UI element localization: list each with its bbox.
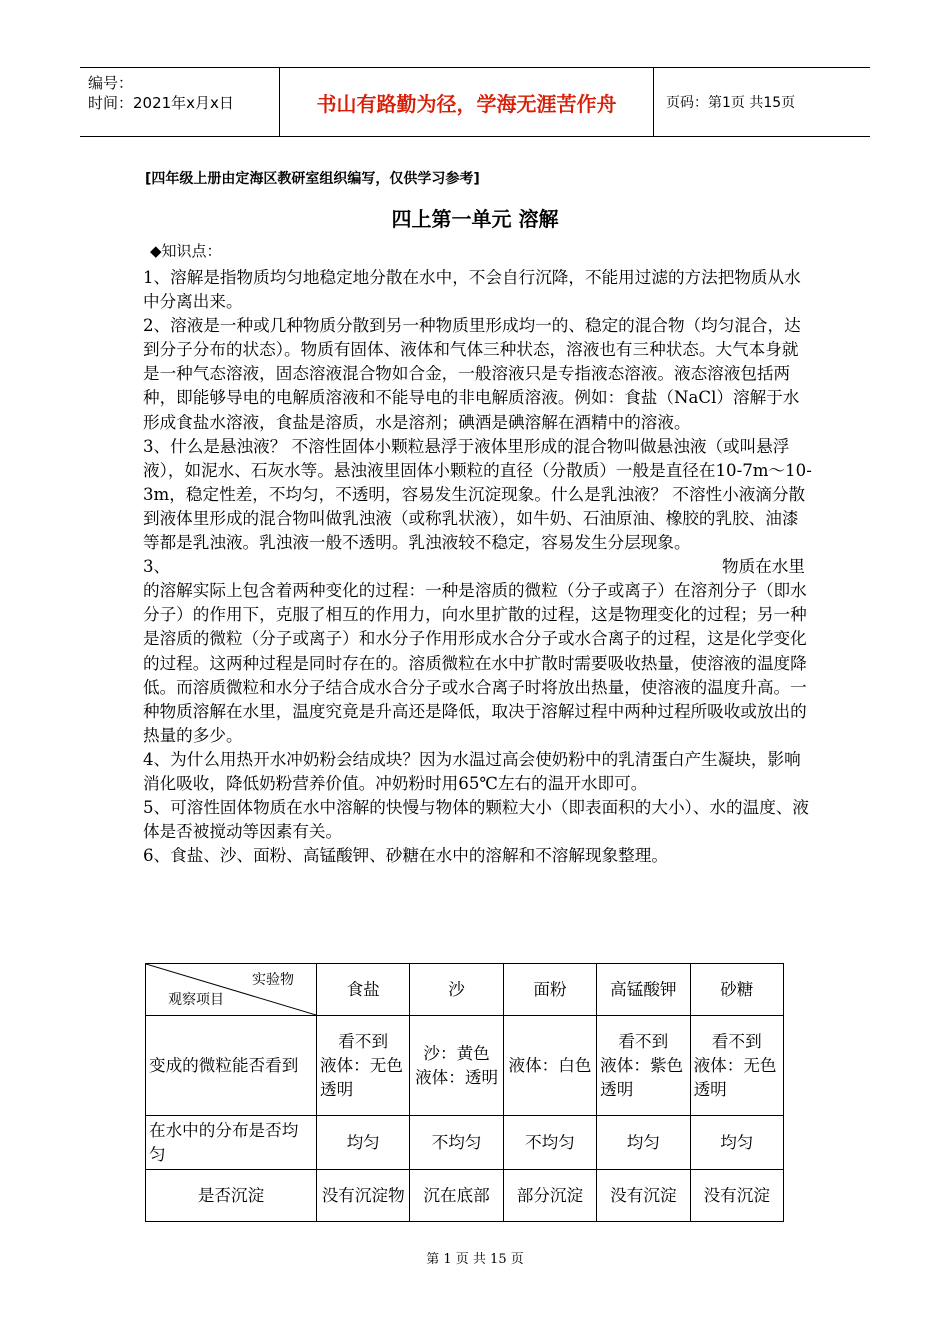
table-header-cell: 食盐 [317, 964, 410, 1016]
table-cell: 没有沉淀 [690, 1170, 783, 1222]
table-row [146, 1116, 784, 1170]
header-meta [80, 68, 280, 136]
row-label: 变成的微粒能否看到 [146, 1016, 317, 1116]
header-time: 时间：2021年x月x日 [88, 94, 234, 112]
corner-top-label: 实验物 [252, 972, 294, 988]
table-header-row [146, 964, 784, 1016]
header-motto: 书山有路勤为径，学海无涯苦作舟 [280, 68, 654, 136]
row-label: 是否沉淀 [146, 1170, 317, 1222]
paragraph-5: 5、可溶性固体物质在水中溶解的快慢与物体的颗粒大小（即表面积的大小）、水的温度、液体是否被搅动等因素有关。 [143, 798, 810, 842]
table-cell: 不均匀 [410, 1116, 503, 1170]
table-cell: 均匀 [690, 1116, 783, 1170]
cell-line: 沙：黄色 [423, 1043, 490, 1063]
row-label: 在水中的分布是否均匀 [146, 1116, 317, 1170]
cell-line: 看不到 [618, 1031, 669, 1051]
table-cell: 没有沉淀物 [317, 1170, 410, 1222]
cell-line: 液体：无色 [320, 1055, 403, 1075]
table-header-cell: 面粉 [503, 964, 596, 1016]
knowledge-label: ◆知识点： [150, 242, 222, 260]
table-cell: 沉在底部 [410, 1170, 503, 1222]
cell-line: 液体：无色 [693, 1055, 777, 1075]
table-cell [690, 1016, 783, 1116]
cell-line: 透明 [600, 1079, 634, 1099]
table-header-cell: 沙 [410, 964, 503, 1016]
header-page-info: 页码：第1页 共15页 [666, 95, 796, 111]
cell-line: 液体：紫色 [600, 1055, 684, 1075]
paragraph-3b-lead: 物质在水里 [722, 557, 805, 577]
paragraph-3: 3、什么是悬浊液？ 不溶性固体小颗粒悬浮于液体里形成的混合物叫做悬浊液（或叫悬浮液），如泥水、石灰水等。悬浊液里固体小颗粒的直径（分散质）一般是直径在10-7m～10-3m，稳定性差，不均匀，不透明，容易发生沉淀现象。什么是乳浊液？ 不溶性小液滴分散到液体里形成的混合物叫做乳浊液（或称乳状液），如牛奶、石油原油、橡胶的乳胶、油漆等都是乳浊液。乳浊液一般不透明。乳浊液较不稳定，容易发生分层现象。 [143, 436, 812, 553]
table-corner-cell [146, 964, 317, 1016]
cell-line: 液体：白色 [508, 1055, 592, 1075]
paragraph-3b-head [143, 555, 815, 579]
table-cell [410, 1016, 503, 1116]
header-number: 编号： [88, 74, 134, 92]
cell-line: 液体：透明 [415, 1067, 499, 1087]
cell-line: 透明 [693, 1079, 727, 1099]
corner-bottom-label: 观察项目 [168, 992, 224, 1008]
paragraph-6: 6、食盐、沙、面粉、高锰酸钾、砂糖在水中的溶解和不溶解现象整理。 [143, 846, 668, 866]
page-header [80, 67, 870, 137]
table-row [146, 1016, 784, 1116]
paragraph-4: 4、为什么用热开水冲奶粉会结成块？因为水温过高会使奶粉中的乳清蛋白产生凝块，影响消化吸收，降低奶粉营养价值。冲奶粉时用65℃左右的温开水即可。 [143, 749, 801, 793]
paragraph-3b-number: 3、 [143, 557, 171, 577]
page-title: 四上第一单元 溶解 [391, 207, 559, 231]
observation-table [145, 963, 784, 1222]
table-cell: 没有沉淀 [597, 1170, 690, 1222]
cell-line: 看不到 [338, 1031, 389, 1051]
table-header-cell: 砂糖 [690, 964, 783, 1016]
table-cell: 均匀 [317, 1116, 410, 1170]
paragraph-1: 1、溶解是指物质均匀地稳定地分散在水中，不会自行沉降，不能用过滤的方法把物质从水中分离出来。 [143, 268, 801, 312]
body-text [143, 266, 815, 868]
table-cell [317, 1016, 410, 1116]
table-cell [503, 1016, 596, 1116]
table-cell: 部分沉淀 [503, 1170, 596, 1222]
table-row [146, 1170, 784, 1222]
paragraph-3b: 的溶解实际上包含着两种变化的过程：一种是溶质的微粒（分子或离子）在溶剂分子（即水分子）的作用下，克服了相互的作用力，向水里扩散的过程，这是物理变化的过程；另一种是溶质的微粒（分子或离子）和水分子作用形成水合分子或水合离子的过程，这是化学变化的过程。这两种过程是同时存在的。溶质微粒在水中扩散时需要吸收热量，使溶液的温度降低。而溶质微粒和水分子结合成水合分子或水合离子时将放出热量，使溶液的温度升高。一种物质溶解在水里，温度究竟是升高还是降低，取决于溶解过程中两种过程所吸收或放出的热量的多少。 [143, 581, 807, 745]
page-footer: 第 1 页 共 15 页 [426, 1252, 524, 1267]
source-note: [四年级上册由定海区教研室组织编写，仅供学习参考] [145, 171, 480, 187]
paragraph-2: 2、溶液是一种或几种物质分散到另一种物质里形成均一的、稳定的混合物（均匀混合，达到分子分布的状态）。物质有固体、液体和气体三种状态，溶液也有三种状态。大气本身就是一种气态溶液，固态溶液混合物如合金，一般溶液只是专指液态溶液。液态溶液包括两种，即能够导电的电解质溶液和不能导电的非电解质溶液。例如：食盐（NaCl）溶解于水形成食盐水溶液，食盐是溶质，水是溶剂；碘酒是碘溶解在酒精中的溶液。 [143, 316, 801, 432]
table-header-cell: 高锰酸钾 [597, 964, 690, 1016]
cell-line: 透明 [320, 1079, 354, 1099]
table-cell: 均匀 [597, 1116, 690, 1170]
table-cell [597, 1016, 690, 1116]
cell-line: 看不到 [711, 1031, 762, 1051]
table-cell: 不均匀 [503, 1116, 596, 1170]
